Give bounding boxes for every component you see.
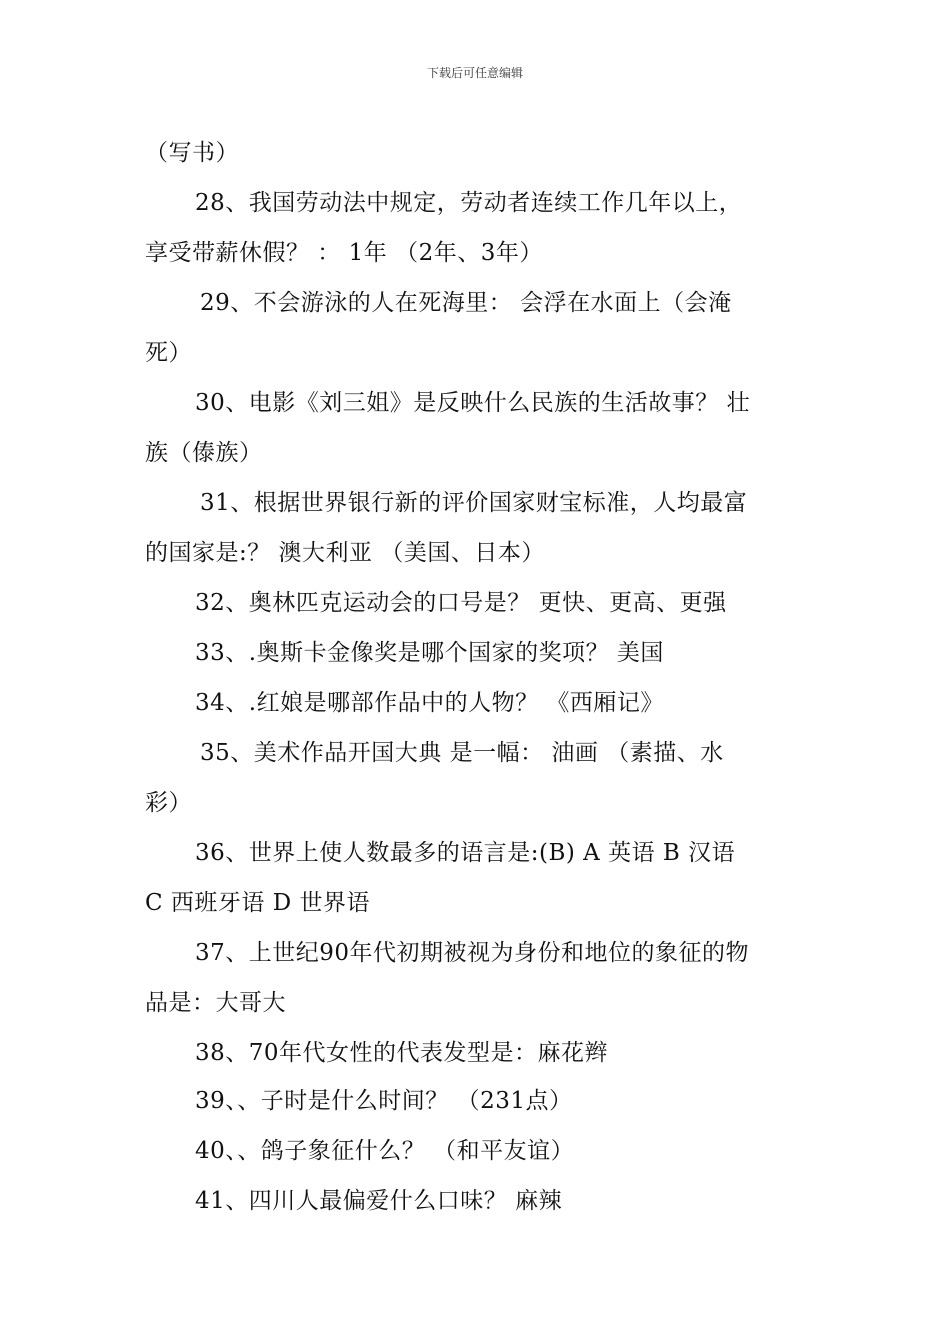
- text-line: 彩）: [145, 790, 192, 816]
- question-30: 30、电影《刘三姐》是反映什么民族的生活故事？ 壮: [195, 390, 751, 416]
- page-header: 下载后可任意编辑: [426, 66, 523, 80]
- question-33: 33、.奥斯卡金像奖是哪个国家的奖项？ 美国: [195, 640, 664, 666]
- text-line: （写书）: [145, 140, 239, 166]
- question-37: 37、上世纪90年代初期被视为身份和地位的象征的物: [195, 940, 750, 966]
- question-29: 29、不会游泳的人在死海里： 会浮在水面上（会淹: [200, 290, 732, 316]
- question-35: 35、美术作品开国大典 是一幅： 油画 （素描、水: [200, 740, 724, 766]
- question-39: 39、、子时是什么时间？ （231点）: [195, 1088, 573, 1114]
- text-line: 的国家是:？ 澳大利亚 （美国、日本）: [145, 540, 545, 566]
- question-34: 34、.红娘是哪部作品中的人物？ 《西厢记》: [195, 690, 664, 716]
- question-41: 41、四川人最偏爱什么口味？ 麻辣: [195, 1188, 563, 1214]
- text-line: C 西班牙语 D 世界语: [145, 890, 370, 916]
- question-40: 40、、鸽子象征什么？ （和平友谊）: [195, 1138, 575, 1164]
- question-32: 32、奥林匹克运动会的口号是？ 更快、更高、更强: [195, 590, 727, 616]
- text-line: 品是：大哥大: [145, 990, 286, 1016]
- text-line: 享受带薪休假？ ： 1年 （2年、3年）: [145, 240, 543, 266]
- text-line: 族（傣族）: [145, 440, 263, 466]
- question-36: 36、世界上使人数最多的语言是:(B) A 英语 B 汉语: [195, 840, 736, 866]
- question-28: 28、我国劳动法中规定，劳动者连续工作几年以上，: [195, 190, 743, 216]
- question-38: 38、70年代女性的代表发型是：麻花辫: [195, 1040, 609, 1066]
- question-31: 31、根据世界银行新的评价国家财宝标准，人均最富: [200, 490, 748, 516]
- text-line: 死）: [145, 340, 192, 366]
